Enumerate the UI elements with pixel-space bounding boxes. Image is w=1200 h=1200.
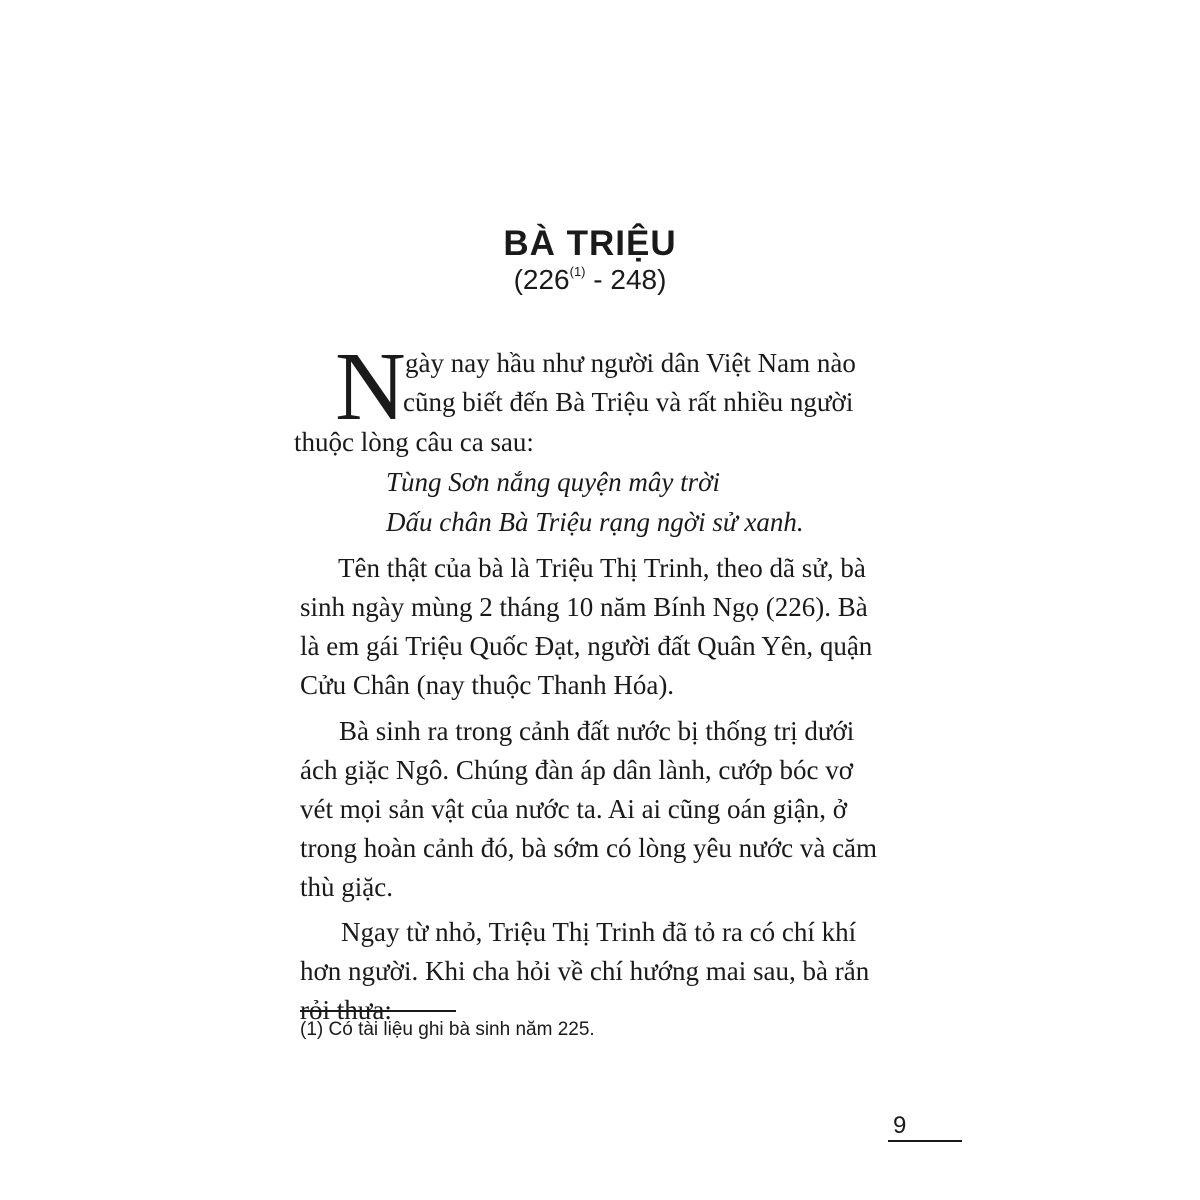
page-number-rule: [888, 1140, 962, 1142]
text-line: thuộc lòng câu ca sau:: [294, 427, 534, 457]
dates-start: (226: [513, 264, 570, 295]
text-line: cũng biết đến Bà Triệu và rất nhiều người: [403, 387, 854, 417]
text-line: vét mọi sản vật của nước ta. Ai ai cũng oán giận, ở: [300, 794, 848, 824]
text-line: sinh ngày mùng 2 tháng 10 năm Bính Ngọ (226). Bà: [300, 592, 868, 622]
footnote: (1) Có tài liệu ghi bà sinh năm 225.: [300, 1019, 595, 1040]
text-line: Ngay từ nhỏ, Triệu Thị Trinh đã tỏ ra có chí khí: [341, 917, 857, 947]
footnote-reference: (1): [569, 264, 586, 279]
footnote-divider: [300, 1010, 456, 1012]
chapter-dates: [0, 264, 1180, 296]
verse-line: Dấu chân Bà Triệu rạng ngời sử xanh.: [386, 507, 804, 537]
drop-cap: N: [335, 333, 406, 441]
text-line: là em gái Triệu Quốc Đạt, người đất Quân Yên, quận: [300, 631, 873, 661]
text-line: trong hoàn cảnh đó, bà sớm có lòng yêu nước và căm: [300, 833, 878, 863]
text-line: Cửu Chân (nay thuộc Thanh Hóa).: [300, 670, 675, 700]
text-line: hơn người. Khi cha hỏi về chí hướng mai sau, bà rắn: [300, 956, 870, 986]
verse-line: Tùng Sơn nắng quyện mây trời: [386, 467, 721, 497]
page-number: 9: [893, 1112, 907, 1139]
text-line: Bà sinh ra trong cảnh đất nước bị thống trị dưới: [339, 716, 855, 746]
text-line: Tên thật của bà là Triệu Thị Trinh, theo dã sử, bà: [338, 553, 866, 583]
dates-end: - 248): [585, 264, 667, 295]
chapter-title: BÀ TRIỆU: [503, 224, 677, 263]
text-line: rỏi thưa:: [300, 995, 392, 1025]
text-line: gày nay hầu như người dân Việt Nam nào: [405, 348, 856, 378]
text-line: ách giặc Ngô. Chúng đàn áp dân lành, cướp bóc vơ: [300, 755, 854, 785]
text-line: thù giặc.: [300, 872, 393, 902]
